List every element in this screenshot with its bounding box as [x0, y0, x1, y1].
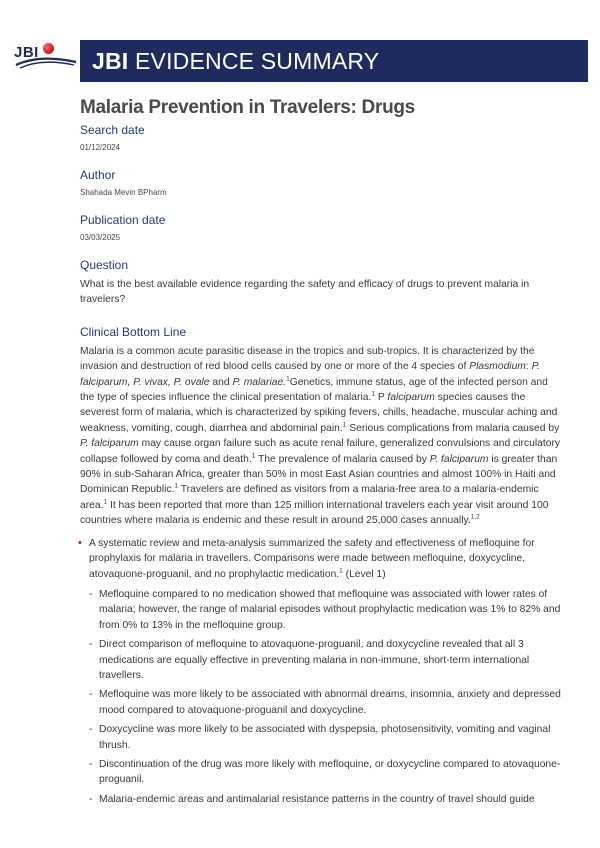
dash-icon: -: [89, 758, 93, 770]
jbi-logo: [12, 40, 82, 76]
dash-icon: -: [89, 793, 93, 805]
cbl-text: Travelers are defined as visitors from a malaria-free area to a malaria-endemic area.: [80, 484, 539, 511]
banner-title: EVIDENCE SUMMARY: [128, 48, 380, 74]
evidence-level: (Level 1): [342, 568, 386, 580]
sub-list-item: [89, 757, 565, 788]
search-date-value: 01/12/2024: [80, 143, 121, 152]
cbl-species-malariae: P. malariae.: [232, 376, 287, 388]
cbl-text: Genetics, immune status, age of the infected person and the type of species influence the clinical presentation of malaria.: [80, 376, 548, 404]
evidence-summary-banner: [80, 40, 588, 82]
dash-icon: -: [89, 689, 93, 701]
cbl-text: :: [525, 361, 532, 373]
cbl-species-falciparum: P. falciparum: [429, 453, 489, 465]
question-heading: Question: [80, 258, 129, 272]
dash-icon: -: [89, 724, 93, 736]
sub-list-item: [89, 722, 565, 753]
sub-item-text: Mefloquine was more likely to be associated with abnormal dreams, insomnia, anxiety and depressed mood compared to atovaquone-proguanil and doxycycline.: [99, 689, 561, 716]
cbl-species-genus: Plasmodium: [469, 361, 526, 373]
sub-list-item: [89, 637, 565, 683]
citation-ref: 1: [251, 452, 256, 460]
citation-ref: 1: [174, 483, 179, 491]
sub-item-text: Mefloquine compared to no medication showed that mefloquine was associated with lower rates of malaria; however, the range of malarial episodes without prophylactic medication was 1% to 82% and from 0% to 13% in the mefloquine group.: [99, 588, 561, 631]
sub-item-text: Malaria-endemic areas and antimalarial resistance patterns in the country of travel should guide: [99, 793, 535, 805]
cbl-text: P: [374, 392, 388, 404]
sub-list-item: [89, 587, 565, 633]
citation-ref: 1: [103, 498, 108, 506]
header: [0, 40, 588, 82]
cbl-species-falciparum: falciparum: [387, 392, 435, 404]
citation-ref: 1: [342, 421, 347, 429]
author-value: Shahada Mevin BPharm: [80, 188, 167, 197]
document-body: [80, 97, 565, 811]
sub-list-item: [89, 792, 565, 807]
banner-brand: JBI: [92, 48, 129, 74]
logo-swoosh-icon: [14, 56, 78, 72]
citation-ref: 1,2: [470, 513, 480, 521]
bullet-text: A systematic review and meta-analysis summarized the safety and effectiveness of mefloquine for prophylaxis for malaria in travellers. Comparisons were made between mefloquine, doxycycline, atovaquone-proguanil, and no prophylactic medication.: [89, 537, 535, 580]
question-text: What is the best available evidence regarding the safety and efficacy of drugs to prevent malaria in travelers?: [80, 279, 530, 306]
sub-item-text: Doxycycline was more likely to be associated with dyspepsia, photosensitivity, vomiting and vaginal thrush.: [99, 724, 551, 751]
sub-list-item: [89, 687, 565, 718]
sub-item-text: Discontinuation of the drug was more likely with mefloquine, or doxycycline compared to atovaquone-proguanil.: [99, 758, 561, 786]
citation-ref: 1: [339, 567, 343, 575]
citation-ref: 1: [286, 375, 290, 383]
cbl-text: species causes the severest form of malaria, which is characterized by spiking fevers, chills, headache, muscular aching and weakness, vomiting, cough, diarrhea and abdominal pain.: [80, 392, 558, 434]
publication-date-heading: Publication date: [80, 213, 166, 227]
cbl-species-list: P. falciparum, P. vivax, P. ovale: [80, 361, 541, 388]
clinical-bottom-line-heading: Clinical Bottom Line: [80, 324, 187, 339]
clinical-bottom-line-paragraph: [80, 344, 565, 529]
cbl-text: It has been reported that more than 125 million international travelers each year visit around 100 countries where malaria is endemic and these result in around 25,000 cases annually.: [80, 499, 549, 527]
publication-date-value: 03/03/2025: [80, 233, 121, 242]
dash-icon: -: [89, 588, 93, 600]
author-heading: Author: [80, 168, 116, 182]
dash-icon: -: [89, 639, 93, 651]
logo-text: JBI: [14, 44, 39, 61]
cbl-text: and: [209, 376, 233, 388]
logo-ball-icon: [43, 43, 54, 54]
search-date-heading: Search date: [80, 123, 145, 137]
evidence-bullet-list: [80, 536, 565, 808]
red-bullet-icon: •: [78, 536, 82, 549]
cbl-text: Serious complications from malaria caused by: [346, 422, 560, 434]
evidence-bullet: [80, 536, 565, 808]
document-title: Malaria Prevention in Travelers: Drugs: [80, 97, 415, 118]
sub-item-text: Direct comparison of mefloquine to atovaquone-proguanil, and doxycycline revealed that all 3 medications are equally effective in preventing malaria in non-immune, short-term international travellers.: [99, 639, 530, 681]
citation-ref: 1: [371, 390, 375, 398]
cbl-text: may cause organ failure such as acute renal failure, generalized convulsions and circulatory collapse followed by coma and death.: [80, 438, 561, 465]
cbl-text: is greater than 90% in sub-Saharan Africa, greater than 50% in most East Asian countries and almost 100% in Haiti and Dominican Republic.: [80, 453, 558, 496]
cbl-species-falciparum: P. falciparum: [80, 438, 139, 450]
cbl-text: The prevalence of malaria caused by: [255, 453, 430, 465]
evidence-sub-list: [89, 587, 565, 807]
cbl-text: Malaria is a common acute parasitic disease in the tropics and sub-tropics. It is characterized by the invasion and destruction of red blood cells caused by one or more of the 4 species of: [80, 345, 535, 373]
